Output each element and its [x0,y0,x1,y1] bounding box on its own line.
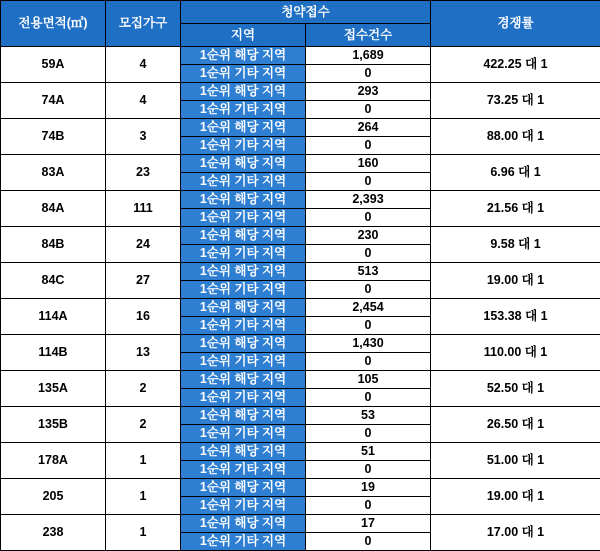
table-row [1,227,600,245]
cell-area: 178A [1,443,106,479]
cell-ratio: 17.00 대 1 [431,515,600,551]
table-row [1,263,600,281]
cell-region: 1순위 기타 지역 [181,65,306,83]
cell-region: 1순위 기타 지역 [181,173,306,191]
cell-area: 74A [1,83,106,119]
cell-units: 16 [106,299,181,335]
cell-count: 0 [306,173,431,191]
cell-region: 1순위 기타 지역 [181,137,306,155]
cell-ratio: 73.25 대 1 [431,83,600,119]
cell-ratio: 26.50 대 1 [431,407,600,443]
cell-count: 160 [306,155,431,173]
cell-units: 24 [106,227,181,263]
cell-count: 2,454 [306,299,431,317]
cell-region: 1순위 해당 지역 [181,299,306,317]
table-row [1,443,600,461]
cell-units: 111 [106,191,181,227]
cell-units: 2 [106,371,181,407]
cell-area: 74B [1,119,106,155]
cell-count: 0 [306,461,431,479]
cell-count: 0 [306,425,431,443]
cell-count: 2,393 [306,191,431,209]
cell-region: 1순위 해당 지역 [181,371,306,389]
table-header [1,1,600,47]
cell-ratio: 110.00 대 1 [431,335,600,371]
cell-units: 3 [106,119,181,155]
cell-region: 1순위 기타 지역 [181,245,306,263]
cell-region: 1순위 기타 지역 [181,425,306,443]
cell-region: 1순위 해당 지역 [181,227,306,245]
cell-region: 1순위 해당 지역 [181,407,306,425]
table-row [1,299,600,317]
cell-ratio: 21.56 대 1 [431,191,600,227]
cell-region: 1순위 해당 지역 [181,155,306,173]
cell-units: 4 [106,83,181,119]
cell-area: 84B [1,227,106,263]
cell-region: 1순위 기타 지역 [181,281,306,299]
cell-ratio: 51.00 대 1 [431,443,600,479]
cell-ratio: 52.50 대 1 [431,371,600,407]
cell-area: 238 [1,515,106,551]
table-row [1,479,600,497]
cell-count: 513 [306,263,431,281]
cell-count: 293 [306,83,431,101]
cell-count: 105 [306,371,431,389]
cell-ratio: 19.00 대 1 [431,263,600,299]
table-row [1,191,600,209]
header-units: 모집가구 [106,1,181,47]
cell-region: 1순위 기타 지역 [181,209,306,227]
cell-region: 1순위 해당 지역 [181,191,306,209]
cell-units: 23 [106,155,181,191]
cell-count: 1,689 [306,47,431,65]
table-row [1,407,600,425]
cell-region: 1순위 기타 지역 [181,353,306,371]
table-row [1,371,600,389]
cell-units: 13 [106,335,181,371]
table-row [1,335,600,353]
cell-area: 59A [1,47,106,83]
cell-area: 135B [1,407,106,443]
cell-count: 0 [306,65,431,83]
header-row-primary [1,1,600,24]
cell-area: 84C [1,263,106,299]
cell-units: 27 [106,263,181,299]
cell-region: 1순위 해당 지역 [181,479,306,497]
cell-region: 1순위 해당 지역 [181,47,306,65]
cell-ratio: 19.00 대 1 [431,479,600,515]
cell-area: 205 [1,479,106,515]
table-row [1,47,600,65]
cell-region: 1순위 해당 지역 [181,515,306,533]
cell-count: 53 [306,407,431,425]
cell-count: 0 [306,353,431,371]
cell-area: 114B [1,335,106,371]
cell-count: 17 [306,515,431,533]
cell-ratio: 153.38 대 1 [431,299,600,335]
table-body [1,47,600,551]
table-row [1,515,600,533]
cell-units: 2 [106,407,181,443]
header-region: 지역 [181,24,306,47]
cell-count: 0 [306,533,431,551]
cell-region: 1순위 해당 지역 [181,83,306,101]
cell-units: 1 [106,479,181,515]
header-count: 접수건수 [306,24,431,47]
cell-region: 1순위 기타 지역 [181,461,306,479]
cell-count: 19 [306,479,431,497]
cell-area: 83A [1,155,106,191]
cell-region: 1순위 기타 지역 [181,389,306,407]
cell-count: 51 [306,443,431,461]
cell-count: 230 [306,227,431,245]
header-ratio: 경쟁률 [431,1,600,47]
cell-ratio: 9.58 대 1 [431,227,600,263]
cell-ratio: 88.00 대 1 [431,119,600,155]
cell-ratio: 6.96 대 1 [431,155,600,191]
cell-region: 1순위 기타 지역 [181,497,306,515]
cell-count: 0 [306,389,431,407]
header-application: 청약접수 [181,1,431,24]
cell-count: 1,430 [306,335,431,353]
table-row [1,155,600,173]
cell-count: 0 [306,281,431,299]
cell-units: 1 [106,515,181,551]
cell-area: 135A [1,371,106,407]
cell-region: 1순위 해당 지역 [181,443,306,461]
table-row [1,83,600,101]
cell-count: 0 [306,497,431,515]
cell-count: 0 [306,101,431,119]
cell-region: 1순위 기타 지역 [181,101,306,119]
cell-count: 0 [306,317,431,335]
header-area: 전용면적(㎡) [1,1,106,47]
cell-count: 264 [306,119,431,137]
cell-region: 1순위 해당 지역 [181,263,306,281]
cell-units: 4 [106,47,181,83]
cell-count: 0 [306,245,431,263]
cell-count: 0 [306,137,431,155]
cell-area: 84A [1,191,106,227]
cell-region: 1순위 해당 지역 [181,335,306,353]
cell-count: 0 [306,209,431,227]
cell-units: 1 [106,443,181,479]
cell-region: 1순위 기타 지역 [181,533,306,551]
cell-region: 1순위 해당 지역 [181,119,306,137]
cell-area: 114A [1,299,106,335]
table-row [1,119,600,137]
cell-ratio: 422.25 대 1 [431,47,600,83]
cell-region: 1순위 기타 지역 [181,317,306,335]
